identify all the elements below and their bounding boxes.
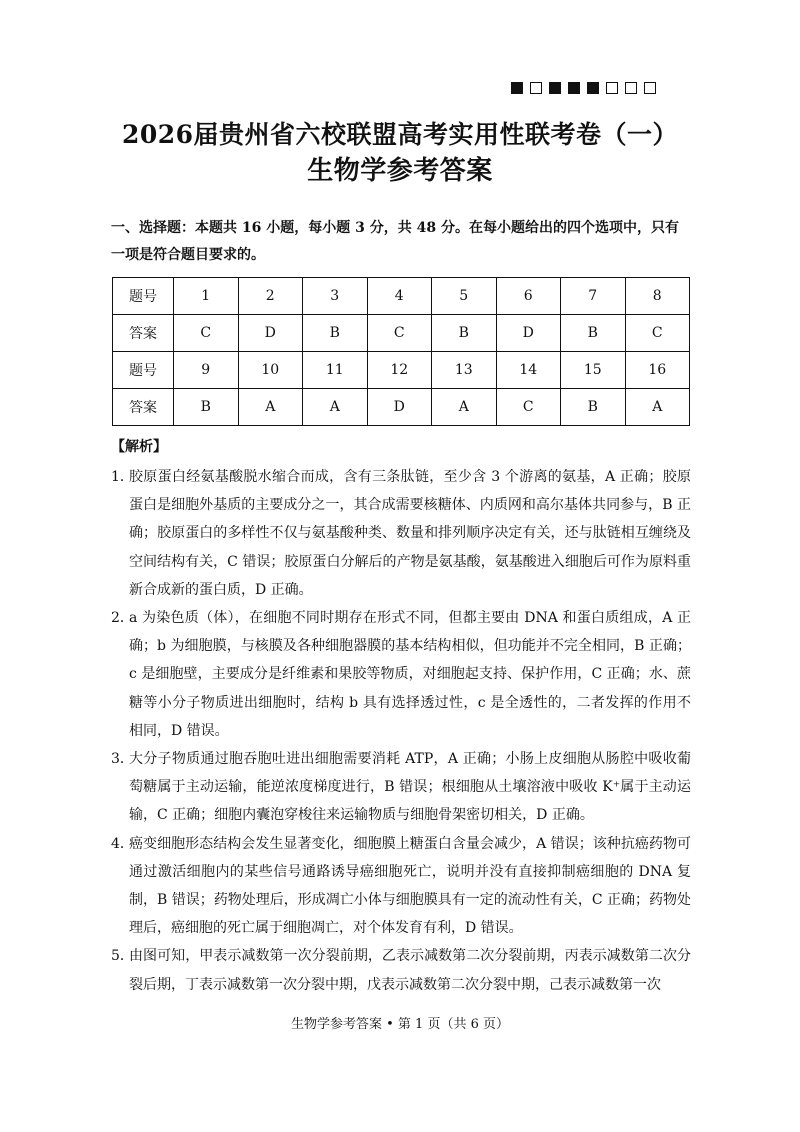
filled-square-marker: [568, 82, 580, 94]
table-cell: 2: [238, 278, 303, 315]
table-cell: 7: [561, 278, 626, 315]
table-cell: A: [625, 389, 690, 426]
page-footer: 生物学参考答案 • 第 1 页（共 6 页）: [290, 1017, 509, 1032]
table-cell: 4: [367, 278, 432, 315]
item-number: 5．: [111, 948, 134, 965]
item-number: 1．: [111, 469, 134, 485]
item-number: 2．: [111, 610, 134, 627]
table-cell: 13: [432, 352, 497, 389]
empty-square-marker: [530, 82, 542, 94]
table-row-header: 题号: [113, 278, 174, 315]
table-cell: 3: [303, 278, 368, 315]
page-marker-row: [511, 82, 656, 94]
item-text: 大分子物质通过胞吞胞吐进出细胞需要消耗 ATP，A 正确；小肠上皮细胞从肠腔中吸收葡萄糖属于主动运输，能逆浓度梯度进行，B 错误；根细胞从土壤溶液中吸收 K⁺属于主动运输，C 正确；细胞内囊泡穿梭往来运输物质与细胞骨架密切相关，D 正确。: [129, 751, 691, 824]
table-cell: 10: [238, 352, 303, 389]
table-row: [113, 278, 690, 315]
answer-table: [112, 277, 690, 426]
item-text: a 为染色质（体），在细胞不同时期存在形式不同，但都主要由 DNA 和蛋白质组成，A 正确；b 为细胞膜，与核膜及各种细胞器膜的基本结构相似，但功能并不完全相同，B 正确；c 是细胞壁，主要成分是纤维素和果胶等物质，对细胞起支持、保护作用，C 正确；水、蔗糖等小分子物质进出细胞时，结构 b 具有选择透过性，c 是全透性的，二者发挥的作用不相同，D 错误。: [129, 610, 691, 739]
table-cell: 15: [561, 352, 626, 389]
table-row: [113, 389, 690, 426]
empty-square-marker: [606, 82, 618, 94]
table-cell: 5: [432, 278, 497, 315]
table-cell: 1: [174, 278, 239, 315]
table-cell: 6: [496, 278, 561, 315]
table-cell: D: [238, 315, 303, 352]
item-text: 胶原蛋白经氨基酸脱水缩合而成，含有三条肽链，至少含 3 个游离的氨基，A 正确；胶原蛋白是细胞外基质的主要成分之一，其合成需要核糖体、内质网和高尔基体共同参与，B 正确；胶原蛋白的多样性不仅与氨基酸种类、数量和排列顺序决定有关，还与肽链相互缠绕及空间结构有关，C 错误；胶原蛋白分解后的产物是氨基酸，氨基酸进入细胞后可作为原料重新合成新的蛋白质，D 正确。: [129, 469, 691, 598]
table-cell: 8: [625, 278, 690, 315]
filled-square-marker: [549, 82, 561, 94]
table-cell: D: [367, 389, 432, 426]
table-cell: B: [561, 315, 626, 352]
table-cell: B: [432, 315, 497, 352]
filled-square-marker: [511, 82, 523, 94]
page-title: 2026届贵州省六校联盟高考实用性联考卷（一）: [121, 120, 679, 149]
table-row-header: 答案: [113, 389, 174, 426]
table-row-header: 题号: [113, 352, 174, 389]
analysis-item: [111, 604, 691, 745]
analysis-item: [111, 942, 691, 998]
table-cell: C: [174, 315, 239, 352]
page-subtitle: 生物学参考答案: [307, 156, 493, 186]
table-cell: 11: [303, 352, 368, 389]
table-cell: B: [303, 315, 368, 352]
table-cell: 16: [625, 352, 690, 389]
table-cell: 14: [496, 352, 561, 389]
empty-square-marker: [644, 82, 656, 94]
table-cell: C: [496, 389, 561, 426]
table-cell: B: [561, 389, 626, 426]
analysis-item: [111, 830, 691, 943]
table-cell: 12: [367, 352, 432, 389]
table-cell: B: [174, 389, 239, 426]
item-number: 3．: [111, 751, 134, 768]
item-text: 由图可知，甲表示减数第一次分裂前期，乙表示减数第二次分裂前期，丙表示减数第二次分裂后期，丁表示减数第一次分裂中期，戊表示减数第二次分裂中期，己表示减数第一次: [129, 948, 691, 993]
analysis-list: [111, 463, 691, 999]
section-heading: 一、选择题：本题共 16 小题，每小题 3 分，共 48 分。在每小题给出的四个选项中，只有一项是符合题目要求的。: [111, 220, 679, 263]
analysis-item: [111, 463, 691, 604]
table-cell: C: [625, 315, 690, 352]
table-row: [113, 352, 690, 389]
item-number: 4．: [111, 835, 134, 852]
empty-square-marker: [625, 82, 637, 94]
filled-square-marker: [587, 82, 599, 94]
table-cell: A: [432, 389, 497, 426]
table-cell: A: [238, 389, 303, 426]
table-cell: 9: [174, 352, 239, 389]
table-cell: C: [367, 315, 432, 352]
table-row: [113, 315, 690, 352]
item-text: 癌变细胞形态结构会发生显著变化，细胞膜上糖蛋白含量会减少，A 错误；该种抗癌药物可通过激活细胞内的某些信号通路诱导癌细胞死亡，说明并没有直接抑制癌细胞的 DNA 复制，B 错误；药物处理后，形成凋亡小体与细胞膜具有一定的流动性有关，C 正确；药物处理后，癌细胞的死亡属于细胞凋亡，对个体发育有利，D 错误。: [129, 835, 691, 937]
analysis-item: [111, 745, 691, 830]
analysis-heading: 【解析】: [111, 439, 167, 455]
table-row-header: 答案: [113, 315, 174, 352]
table-cell: A: [303, 389, 368, 426]
table-cell: D: [496, 315, 561, 352]
